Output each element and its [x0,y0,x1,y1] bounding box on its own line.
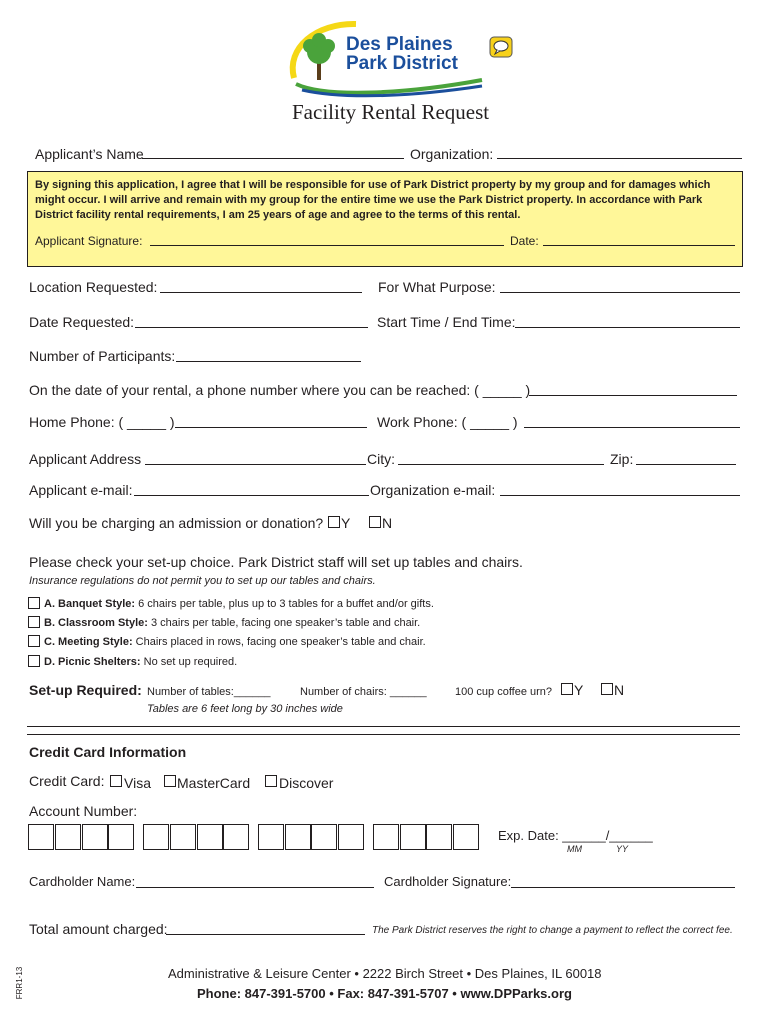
setup-required-label: Set-up Required: [29,682,142,698]
admission-yes-checkbox[interactable] [328,516,340,528]
logo-line1: Des Plaines [346,34,453,55]
participants-label: Number of Participants: [29,348,176,364]
admission-no-label: N [382,515,393,531]
phone-reach-label: On the date of your rental, a phone number where you can be reached: ( _____ ) [29,382,531,398]
applicant-name-label: Applicant’s Name [35,146,144,162]
total-label: Total amount charged: [29,921,168,937]
discover-label: Discover [279,775,334,791]
coffee-no-label: N [614,682,625,698]
city-label: City: [367,451,395,467]
num-chairs-label: Number of chairs: ______ [300,686,427,698]
account-digit-box[interactable] [28,824,54,850]
signature-date-field[interactable] [543,245,735,246]
agreement-text-2: might occur. I will arrive and remain with my group for the entire time we use the Park District property. In accordance with Park [35,194,703,206]
start-end-label: Start Time / End Time: [377,314,516,330]
account-number-label: Account Number: [29,803,138,819]
setup-classroom-option: B. Classroom Style: 3 chairs per table, facing one speaker’s table and chair. [44,617,421,629]
admission-yes-label: Y [341,515,351,531]
coffee-label: 100 cup coffee urn? [455,686,553,698]
participants-field[interactable] [176,361,361,362]
org-email-field[interactable] [500,495,740,496]
account-digit-box[interactable] [373,824,399,850]
setup-meeting-checkbox[interactable] [28,635,40,647]
applicant-signature-label: Applicant Signature: [35,234,143,248]
setup-picnic-option: D. Picnic Shelters: No set up required. [44,656,238,668]
home-phone-field[interactable] [175,427,367,428]
account-digit-box[interactable] [170,824,196,850]
email-label: Applicant e-mail: [29,482,133,498]
fee-note: The Park District reserves the right to change a payment to reflect the correct fee. [372,925,733,936]
admission-label: Will you be charging an admission or donation? [29,515,324,531]
address-label: Applicant Address [29,451,142,467]
coffee-no-checkbox[interactable] [601,683,613,695]
footer-address: Administrative & Leisure Center • 2222 Birch Street • Des Plaines, IL 60018 [168,966,602,981]
admission-no-checkbox[interactable] [369,516,381,528]
exp-date-label: Exp. Date: ______/______ [498,828,653,843]
form-code: FRR1-13 [15,966,25,1000]
total-field[interactable] [166,934,365,935]
account-digit-box[interactable] [311,824,337,850]
account-digit-box[interactable] [223,824,249,850]
num-tables-label: Number of tables:______ [147,686,271,698]
exp-yy-label: YY [616,844,629,854]
start-end-field[interactable] [515,327,740,328]
date-requested-field[interactable] [135,327,368,328]
logo [286,18,486,98]
page-title: Facility Rental Request [292,100,490,124]
email-field[interactable] [134,495,369,496]
purpose-label: For What Purpose: [378,279,496,295]
location-field[interactable] [160,292,362,293]
org-email-label: Organization e-mail: [370,482,496,498]
organization-label: Organization: [410,146,494,162]
insurance-note: Insurance regulations do not permit you to set up our tables and chairs. [29,575,376,587]
discover-checkbox[interactable] [265,775,277,787]
zip-field[interactable] [636,464,736,465]
setup-meeting-option: C. Meeting Style: Chairs placed in rows, facing one speaker’s table and chair. [44,636,426,648]
purpose-field[interactable] [500,292,740,293]
phone-reach-field[interactable] [529,395,737,396]
separator-line-2 [27,734,740,735]
work-phone-label: Work Phone: ( _____ ) [377,414,518,430]
account-digit-box[interactable] [108,824,134,850]
visa-checkbox[interactable] [110,775,122,787]
account-digit-box[interactable] [453,824,479,850]
date-requested-label: Date Requested: [29,314,135,330]
cardholder-name-field[interactable] [136,887,374,888]
footer-contact: Phone: 847-391-5700 • Fax: 847-391-5707 • www.DPParks.org [197,986,572,1001]
account-digit-box[interactable] [143,824,169,850]
comment-icon[interactable] [489,36,513,58]
account-digit-box[interactable] [82,824,108,850]
account-digit-box[interactable] [285,824,311,850]
mastercard-label: MasterCard [177,775,251,791]
mastercard-checkbox[interactable] [164,775,176,787]
exp-mm-label: MM [567,844,582,854]
logo-line2: Park District [346,53,458,74]
signature-date-label: Date: [510,234,539,248]
home-phone-label: Home Phone: ( _____ ) [29,414,175,430]
applicant-signature-field[interactable] [150,245,504,246]
cardholder-name-label: Cardholder Name: [29,874,136,889]
credit-heading: Credit Card Information [29,744,187,760]
city-field[interactable] [398,464,604,465]
applicant-name-field[interactable] [142,158,404,159]
setup-classroom-checkbox[interactable] [28,616,40,628]
account-digit-box[interactable] [258,824,284,850]
account-digit-box[interactable] [400,824,426,850]
account-digit-box[interactable] [197,824,223,850]
credit-card-label: Credit Card: [29,773,105,789]
tables-note: Tables are 6 feet long by 30 inches wide [147,703,343,715]
coffee-yes-label: Y [574,682,584,698]
account-digit-box[interactable] [426,824,452,850]
setup-picnic-checkbox[interactable] [28,655,40,667]
agreement-text-3: District facility rental requirements, I am 25 years of age and agree to the terms of this rental. [35,209,521,221]
agreement-text-1: By signing this application, I agree that I will be responsible for use of Park District property by my group and for damages which [35,179,711,191]
organization-field[interactable] [497,158,742,159]
account-digit-box[interactable] [55,824,81,850]
visa-label: Visa [124,775,151,791]
setup-banquet-option: A. Banquet Style: 6 chairs per table, plus up to 3 tables for a buffet and/or gifts. [44,598,434,610]
account-digit-box[interactable] [338,824,364,850]
separator-line-1 [27,726,740,727]
coffee-yes-checkbox[interactable] [561,683,573,695]
zip-label: Zip: [610,451,634,467]
location-label: Location Requested: [29,279,158,295]
cardholder-signature-field[interactable] [511,887,735,888]
setup-heading: Please check your set-up choice. Park District staff will set up tables and chairs. [29,554,523,570]
cardholder-signature-label: Cardholder Signature: [384,874,512,889]
work-phone-field[interactable] [524,427,740,428]
address-field[interactable] [145,464,366,465]
setup-banquet-checkbox[interactable] [28,597,40,609]
